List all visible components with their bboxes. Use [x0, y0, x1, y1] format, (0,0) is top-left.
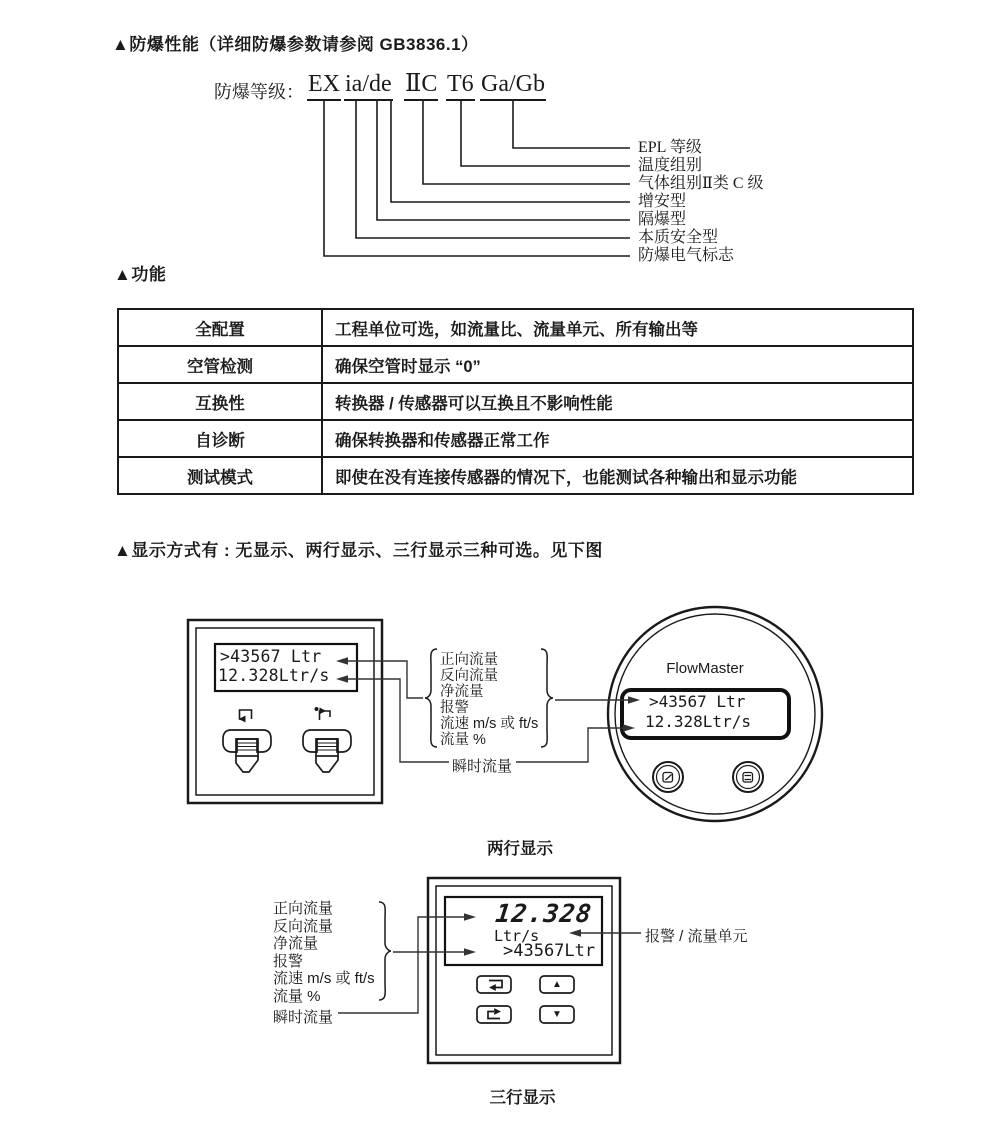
marking-code-t6: T6 — [446, 72, 475, 101]
feature-desc: 工程单位可选，如流量比、流量单元、所有输出等 — [335, 320, 698, 339]
marking-grade-label: 防爆等级： — [214, 82, 304, 102]
marking-code-iade: ia/de — [344, 72, 393, 101]
feature-name: 空管检测 — [119, 347, 323, 382]
list-item: 反向流量 — [273, 917, 334, 935]
brand-label: FlowMaster — [666, 660, 744, 677]
marking-code-iic: ⅡC — [404, 72, 438, 101]
marking-code-ex: EX — [307, 72, 341, 101]
up-arrow-icon[interactable]: ▲ — [552, 979, 562, 990]
lcd-totalizer: >43567Ltr — [503, 941, 596, 961]
square-lcd-line2: 12.328Ltr/s — [218, 666, 330, 685]
round-lcd-line2: 12.328Ltr/s — [645, 712, 751, 731]
instant-flow-label: 瞬时流量 — [452, 758, 513, 775]
instant-flow-label: 瞬时流量 — [273, 1009, 334, 1026]
callout-temperature-class: 温度组别 — [638, 157, 703, 174]
caption-two-line: 两行显示 — [487, 840, 553, 858]
feature-name: 测试模式 — [119, 458, 323, 493]
marking-code-gagb: Ga/Gb — [480, 72, 546, 101]
list-item: 正向流量 — [273, 900, 334, 917]
totalizer-option-list — [273, 900, 375, 1005]
lcd-instant-value: 12.328 — [493, 899, 594, 928]
section-title-display-modes: ▲显示方式有 : 无显示、两行显示、三行显示三种可选。见下图 — [114, 541, 603, 560]
feature-desc: 转换器 / 传感器可以互换且不影响性能 — [335, 394, 613, 413]
feature-desc: 确保空管时显示 “0” — [335, 357, 481, 376]
list-item: 净流量 — [273, 935, 319, 952]
feature-name: 互换性 — [119, 384, 323, 419]
feature-desc: 即使在没有连接传感器的情况下，也能测试各种输出和显示功能 — [335, 468, 797, 487]
square-lcd-line1: >43567 Ltr — [220, 647, 322, 666]
list-item: 流量 % — [273, 987, 321, 1005]
section-title-features: ▲功能 — [114, 265, 167, 284]
feature-name: 全配置 — [119, 310, 323, 345]
list-item: 报警 — [440, 700, 469, 717]
round-lcd-line1: >43567 Ltr — [649, 692, 746, 711]
feature-desc: 确保转换器和传感器正常工作 — [335, 431, 550, 450]
list-item: 流速 m/s 或 ft/s — [440, 716, 539, 733]
callout-epl-level: EPL 等级 — [638, 139, 702, 156]
list-item: 流速 m/s 或 ft/s — [273, 970, 375, 987]
list-item: 反向流量 — [440, 668, 498, 685]
callout-ex-mark: 防爆电气标志 — [638, 247, 735, 264]
option-list-brace — [379, 902, 391, 1000]
section-title-explosion-proof: ▲防爆性能（详细防爆参数请参阅 GB3836.1） — [112, 35, 479, 54]
lcd-unit: Ltr/s — [494, 927, 540, 945]
totalizer-option-list — [440, 652, 538, 749]
caption-three-line: 三行显示 — [489, 1089, 556, 1107]
alarm-unit-callout: 报警 / 流量单元 — [645, 928, 748, 945]
list-item: 报警 — [273, 952, 304, 970]
callout-flameproof: 隔爆型 — [638, 211, 687, 228]
list-item: 正向流量 — [440, 652, 498, 668]
list-item: 流量 % — [440, 732, 486, 749]
callout-intrinsic-safety: 本质安全型 — [638, 229, 719, 246]
list-item: 净流量 — [440, 684, 484, 701]
callout-gas-group: 气体组别Ⅱ类 C 级 — [638, 175, 764, 192]
down-arrow-icon[interactable]: ▼ — [552, 1009, 562, 1020]
feature-name: 自诊断 — [119, 421, 323, 456]
callout-increased-safety: 增安型 — [638, 193, 687, 210]
marking-connector-lines — [324, 100, 630, 256]
